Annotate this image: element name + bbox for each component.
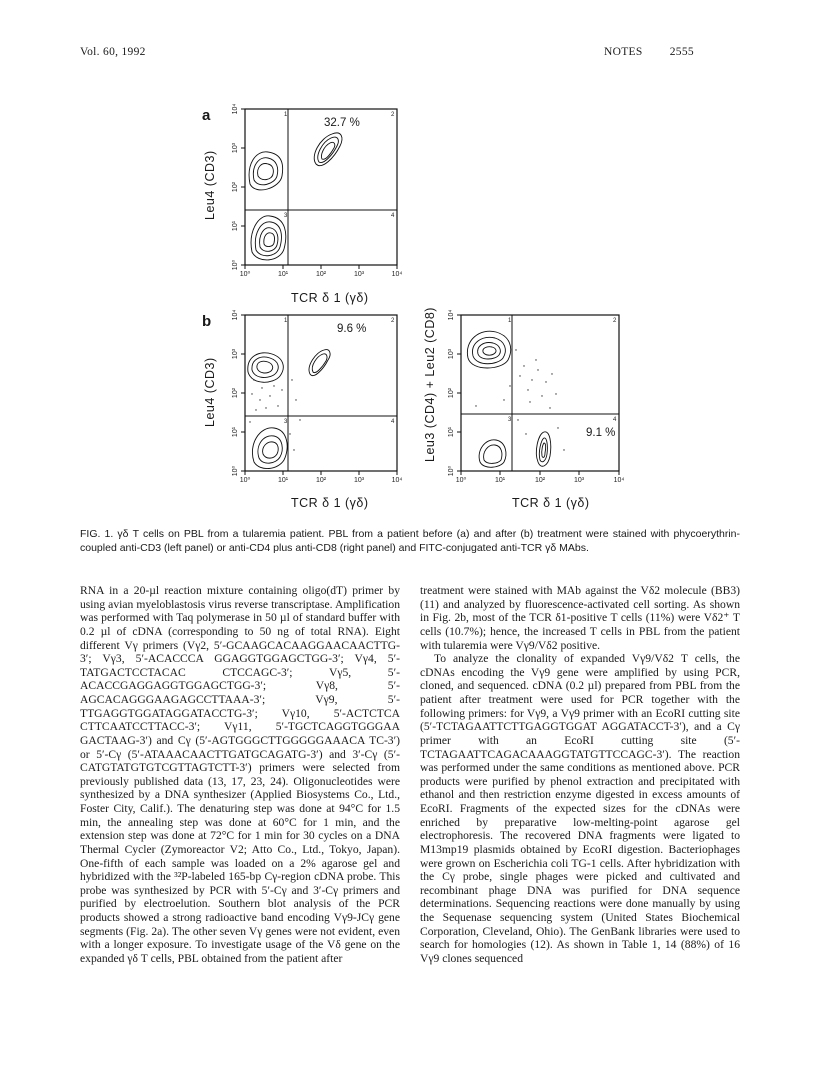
- contour-cd3-positive: [248, 353, 283, 382]
- quadrant-2: 2: [613, 318, 617, 324]
- y-tick-4: 10⁴: [232, 103, 239, 115]
- panel-a-ylabel: Leu4 (CD3): [203, 150, 217, 220]
- panel-a-xlabel: TCR δ 1 (γδ): [291, 291, 369, 305]
- right-paragraph-2: To analyze the clonality of expanded Vγ9/Vδ2 T cells, the cDNAs encoding the Vγ9 gene were amplified by using PCR, cloned, and sequenced. cDNA (0.2 µl) prepared from PBL from the patient after treatment were used for PCR together with the following primers: for Vγ9, a Vγ9 primer with an EcoRI cutting site (5′-TCTAGAATTCTTGAGGTGGAT AGGATACCT-3′), and a Cγ primer with an EcoRI cutting site (5′-TCTAGAATTCAGACAAAGGTATGTTCCAGC-3′). The reaction was performed under the same conditions as mentioned above. PCR products were purified by phenol extraction and precipitated with ethanol and then restriction enzyme digested in excess amounts of EcoRI. Fragments of the expected sizes for the cDNAs were enriched by preparative low-melting-point agarose gel electrophoresis. The recovered DNA fragments were ligated to M13mp19 plasmids obtained by EcoRI digestion. Bacteriophages were grown on Escherichia coli TG-1 cells. After hybridization with the Cγ probe, single phages were picked and cultivated and recombinant phage DNA was purified for DNA sequence determinations. Sequencing reactions were done manually by using the Sequenase sequencing system (United States Biochemical Corporation, Cleveland, Ohio). The GenBank libraries were used to search for homologies (12). As shown in Table 1, 14 (88%) of 16 Vγ9 clones sequenced: [420, 652, 740, 965]
- scatter-dots: [475, 349, 564, 450]
- section-title: NOTES: [604, 46, 643, 58]
- panel-a-letter: a: [202, 107, 211, 124]
- x-tick-3: 10³: [573, 477, 585, 484]
- quadrant-1: 1: [284, 318, 288, 324]
- quadrant-1: 1: [508, 318, 512, 324]
- panel-a-plot: [230, 104, 405, 276]
- page-number: 2555: [669, 46, 694, 58]
- panel-c-ylabel: Leu3 (CD4) + Leu2 (CD8): [423, 307, 437, 462]
- panel-b-ylabel: Leu4 (CD3): [203, 357, 217, 427]
- y-tick-1: 10¹: [232, 220, 239, 232]
- right-paragraph-1: treatment were stained with MAb against the Vδ2 molecule (BB3) (11) and analyzed by fluorescence-activated cell sorting. As shown in Fig. 2b, most of the TCR δ1-positive T cells (11%) were Vδ2⁺ T cells (10.7%); hence, the increased T cells in PBL from the patient with tularemia were Vγ9/Vδ2 positive.: [420, 584, 740, 652]
- x-tick-3: 10³: [353, 271, 365, 278]
- x-tick-2: 10²: [315, 477, 327, 484]
- y-tick-2: 10²: [232, 181, 239, 193]
- y-tick-1: 10¹: [448, 426, 455, 438]
- y-tick-2: 10²: [232, 387, 239, 399]
- x-tick-4: 10⁴: [613, 477, 625, 484]
- y-tick-3: 10³: [232, 142, 239, 154]
- quadrant-2: 2: [391, 318, 395, 324]
- panel-b-plot: [230, 310, 405, 482]
- right-column: [420, 584, 740, 966]
- panel-a-percent: 32.7 %: [324, 117, 360, 129]
- contour-cd3-negative: [252, 428, 287, 469]
- contour-gamma-delta: [309, 350, 330, 376]
- quadrant-1: 1: [284, 112, 288, 118]
- panel-c-xlabel: TCR δ 1 (γδ): [512, 496, 590, 510]
- x-tick-4: 10⁴: [391, 271, 403, 278]
- x-tick-4: 10⁴: [391, 477, 403, 484]
- quadrant-2: 2: [391, 112, 395, 118]
- left-paragraph-1: RNA in a 20-µl reaction mixture containing oligo(dT) primer by using avian myeloblastosis virus reverse transcriptase. Amplification was performed with Taq polymerase in 50 µl of standard buffer with 0.2 µl of cDNA (corresponding to 50 ng of total RNA). Eight different Vγ primers (Vγ2, 5′-GCAAGCACAAGGAACAACTTG-3′; Vγ3, 5′-ACACCCA GGAGGTGGAGCTGG-3′; Vγ4, 5′-TATGACTCCTACAC CTCCAGC-3′; Vγ5, 5′-ACACCGAGGAGGTGGAGCTGG-3′; Vγ8, 5′-AGCACAGGGAAGAGCCTTAAA-3′; Vγ9, 5′-TTGAGGTGGATAGGATACCTG-3′; Vγ10, 5′-ACTCTCA CTTCAATCCTTACC-3′; Vγ11, 5′-TGCTCAGGTGGGAA GACTAAG-3′) and Cγ (5′-AGTGGGCTTGGGGGAAACA TC-3′) or 5′-Cγ (5′-ATAAACAACTTGATGCAGATG-3′) and 3′-Cγ (5′-CATGTATGTGTCGTTAGTCTT-3′) primers were selected from previously published data (13, 17, 23, 24). Oligonucleotides were synthesized by a DNA synthesizer (Applied Biosystems Co., Ltd., Foster City, Calif.). The denaturing step was done at 94°C for 1.5 min, the annealing step was done at 60°C for 1 min, and the extension step was done at 72°C for 1 min for 30 cycles on a DNA Thermal Cycler (Zymoreactor V2; Atto Co., Ltd., Tokyo, Japan). One-fifth of each sample was loaded on a 2% agarose gel and hybridized with the ³²P-labeled 165-bp Cγ-region cDNA probe. This probe was synthesized by PCR with 5′-Cγ and 3′-Cγ primers and purified by electroelution. Southern blot analysis of the PCR products showed a strong radioactive band encoding Vγ9-JCγ gene segments (Fig. 2a). The other seven Vγ genes were not evident, even with a longer exposure. To investigate usage of the Vδ gene on the expanded γδ T cells, PBL obtained from the patient after: [80, 584, 400, 965]
- contour-gamma-delta: [314, 133, 342, 166]
- quadrant-4: 4: [613, 417, 617, 423]
- scatter-dots: [249, 379, 300, 450]
- x-tick-1: 10¹: [494, 477, 506, 484]
- y-tick-2: 10²: [448, 387, 455, 399]
- panel-c-percent: 9.1 %: [586, 427, 616, 439]
- x-tick-0: 10⁰: [239, 271, 251, 278]
- journal-volume: Vol. 60, 1992: [80, 46, 146, 58]
- y-tick-3: 10³: [448, 348, 455, 360]
- running-header-right: [604, 46, 694, 58]
- y-tick-0: 10⁰: [232, 259, 239, 271]
- panel-b-xlabel: TCR δ 1 (γδ): [291, 496, 369, 510]
- x-tick-0: 10⁰: [239, 477, 251, 484]
- x-tick-1: 10¹: [277, 271, 289, 278]
- contour-cd3-positive: [249, 152, 283, 190]
- panel-c-plot: [446, 310, 626, 482]
- quadrant-3: 3: [508, 417, 512, 423]
- x-tick-2: 10²: [315, 271, 327, 278]
- contour-gamma-delta: [536, 432, 550, 466]
- x-tick-0: 10⁰: [455, 477, 467, 484]
- x-tick-2: 10²: [534, 477, 546, 484]
- contour-cd4-cd8-positive: [467, 331, 510, 368]
- quadrant-3: 3: [284, 419, 288, 425]
- y-tick-1: 10¹: [232, 426, 239, 438]
- quadrant-4: 4: [391, 213, 395, 219]
- x-tick-1: 10¹: [277, 477, 289, 484]
- panel-b-letter: b: [202, 313, 212, 330]
- y-tick-0: 10⁰: [448, 465, 455, 477]
- y-tick-0: 10⁰: [232, 465, 239, 477]
- quadrant-4: 4: [391, 419, 395, 425]
- y-tick-4: 10⁴: [232, 309, 239, 321]
- panel-b-percent: 9.6 %: [337, 323, 367, 335]
- quadrant-3: 3: [284, 213, 288, 219]
- x-tick-3: 10³: [353, 477, 365, 484]
- y-tick-4: 10⁴: [448, 309, 455, 321]
- y-tick-3: 10³: [232, 348, 239, 360]
- contour-double-negative: [479, 440, 506, 467]
- contour-cd3-negative: [251, 216, 286, 260]
- figure-caption: FIG. 1. γδ T cells on PBL from a tularemia patient. PBL from a patient before (a) and after (b) treatment were stained with phycoerythrin-coupled anti-CD3 (left panel) or anti-CD4 plus anti-CD8 (right panel) and FITC-conjugated anti-TCR γδ MAbs.: [80, 528, 740, 554]
- left-column: [80, 584, 400, 966]
